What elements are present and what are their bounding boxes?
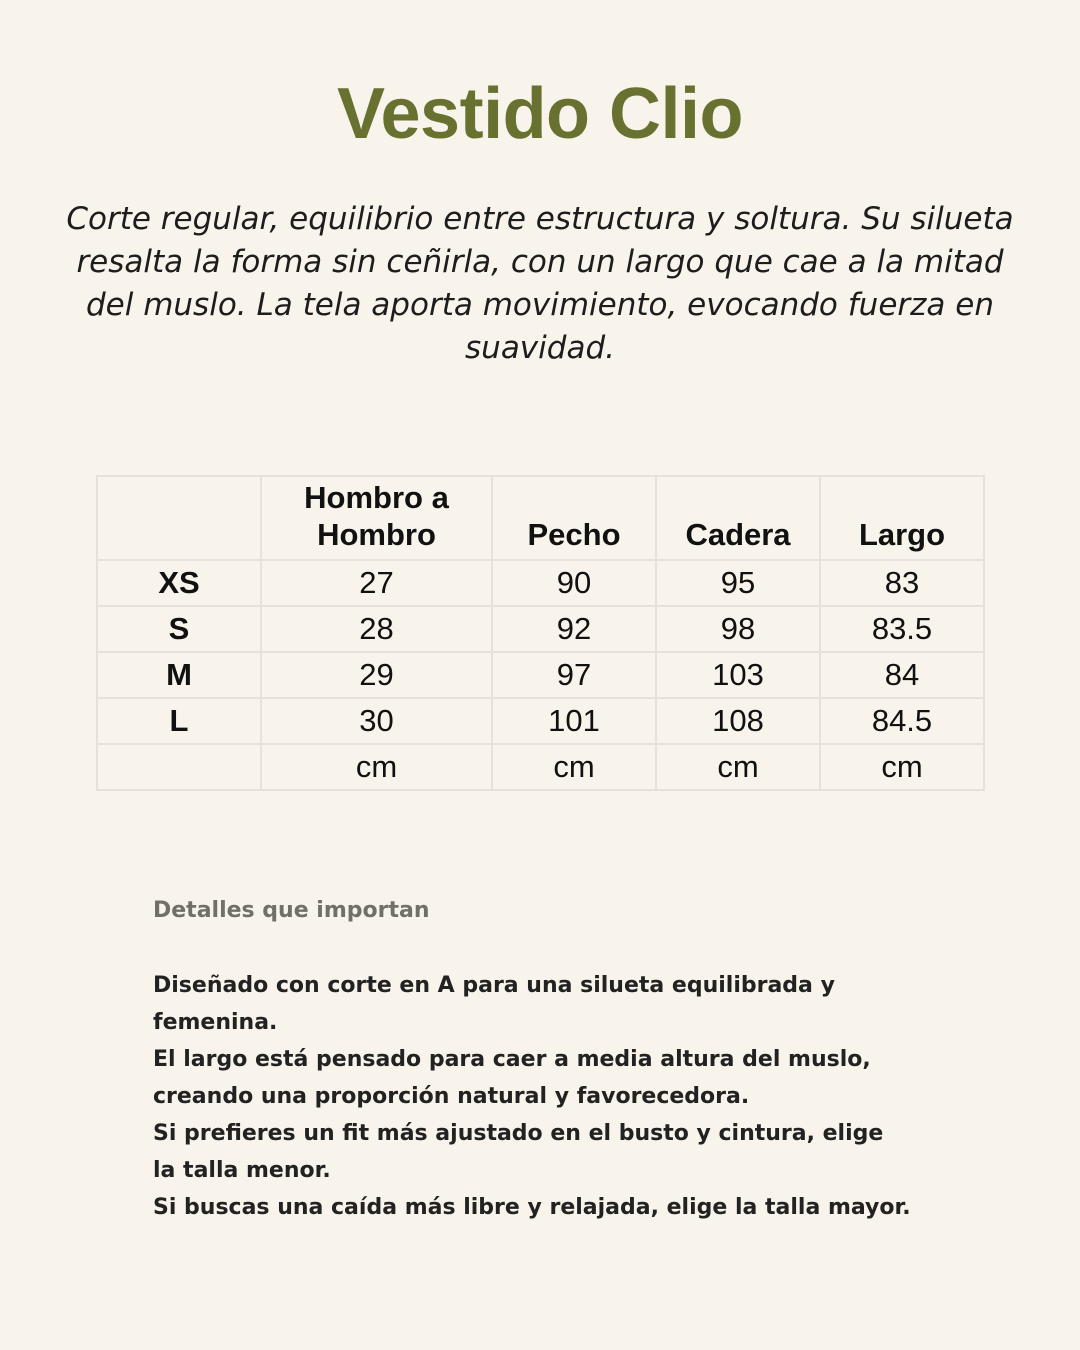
table-cell: 27 [261,560,492,606]
table-header-row [97,476,984,560]
table-cell: 95 [656,560,820,606]
table-cell: 83 [820,560,984,606]
table-cell: 29 [261,652,492,698]
list-item: Diseñado con corte en A para una silueta equilibrada y femenina. [153,973,835,1035]
table-cell: 98 [656,606,820,652]
unit-cell: cm [492,744,656,790]
table-row [97,560,984,606]
table-cell: 92 [492,606,656,652]
details-heading: Detalles que importan [153,898,430,923]
table-cell: 108 [656,698,820,744]
size-label-l: L [97,698,261,744]
table-units-row [97,744,984,790]
page-title: Vestido Clio [336,74,744,154]
table-header-cell-empty [97,476,261,560]
table-header-hombro-a-hombro: Hombro a Hombro [261,476,492,560]
table-cell-empty [97,744,261,790]
table-cell: 84 [820,652,984,698]
list-item: Si prefieres un fit más ajustado en el busto y cintura, elige la talla menor. [153,1121,884,1183]
details-list [153,967,913,1226]
product-description: Corte regular, equilibrio entre estructura y soltura. Su silueta resalta la forma sin ceñirla, con un largo que cae a la mitad del muslo. La tela aporta movimiento, evocando fuerza en suavidad. [66,201,1014,366]
list-item: El largo está pensado para caer a media altura del muslo, creando una proporción natural y favorecedora. [153,1047,871,1109]
table-row [97,652,984,698]
table-cell: 30 [261,698,492,744]
table-cell: 101 [492,698,656,744]
list-item: Si buscas una caída más libre y relajada, elige la talla mayor. [153,1195,911,1220]
table-row [97,606,984,652]
table-cell: 84.5 [820,698,984,744]
table-header-pecho: Pecho [492,476,656,560]
table-cell: 83.5 [820,606,984,652]
unit-cell: cm [261,744,492,790]
unit-cell: cm [656,744,820,790]
size-label-s: S [97,606,261,652]
table-cell: 28 [261,606,492,652]
table-header-largo: Largo [820,476,984,560]
table-header-cadera: Cadera [656,476,820,560]
size-label-m: M [97,652,261,698]
table-cell: 90 [492,560,656,606]
unit-cell: cm [820,744,984,790]
size-chart-table [96,475,985,791]
table-cell: 103 [656,652,820,698]
table-row [97,698,984,744]
table-cell: 97 [492,652,656,698]
size-label-xs: XS [97,560,261,606]
